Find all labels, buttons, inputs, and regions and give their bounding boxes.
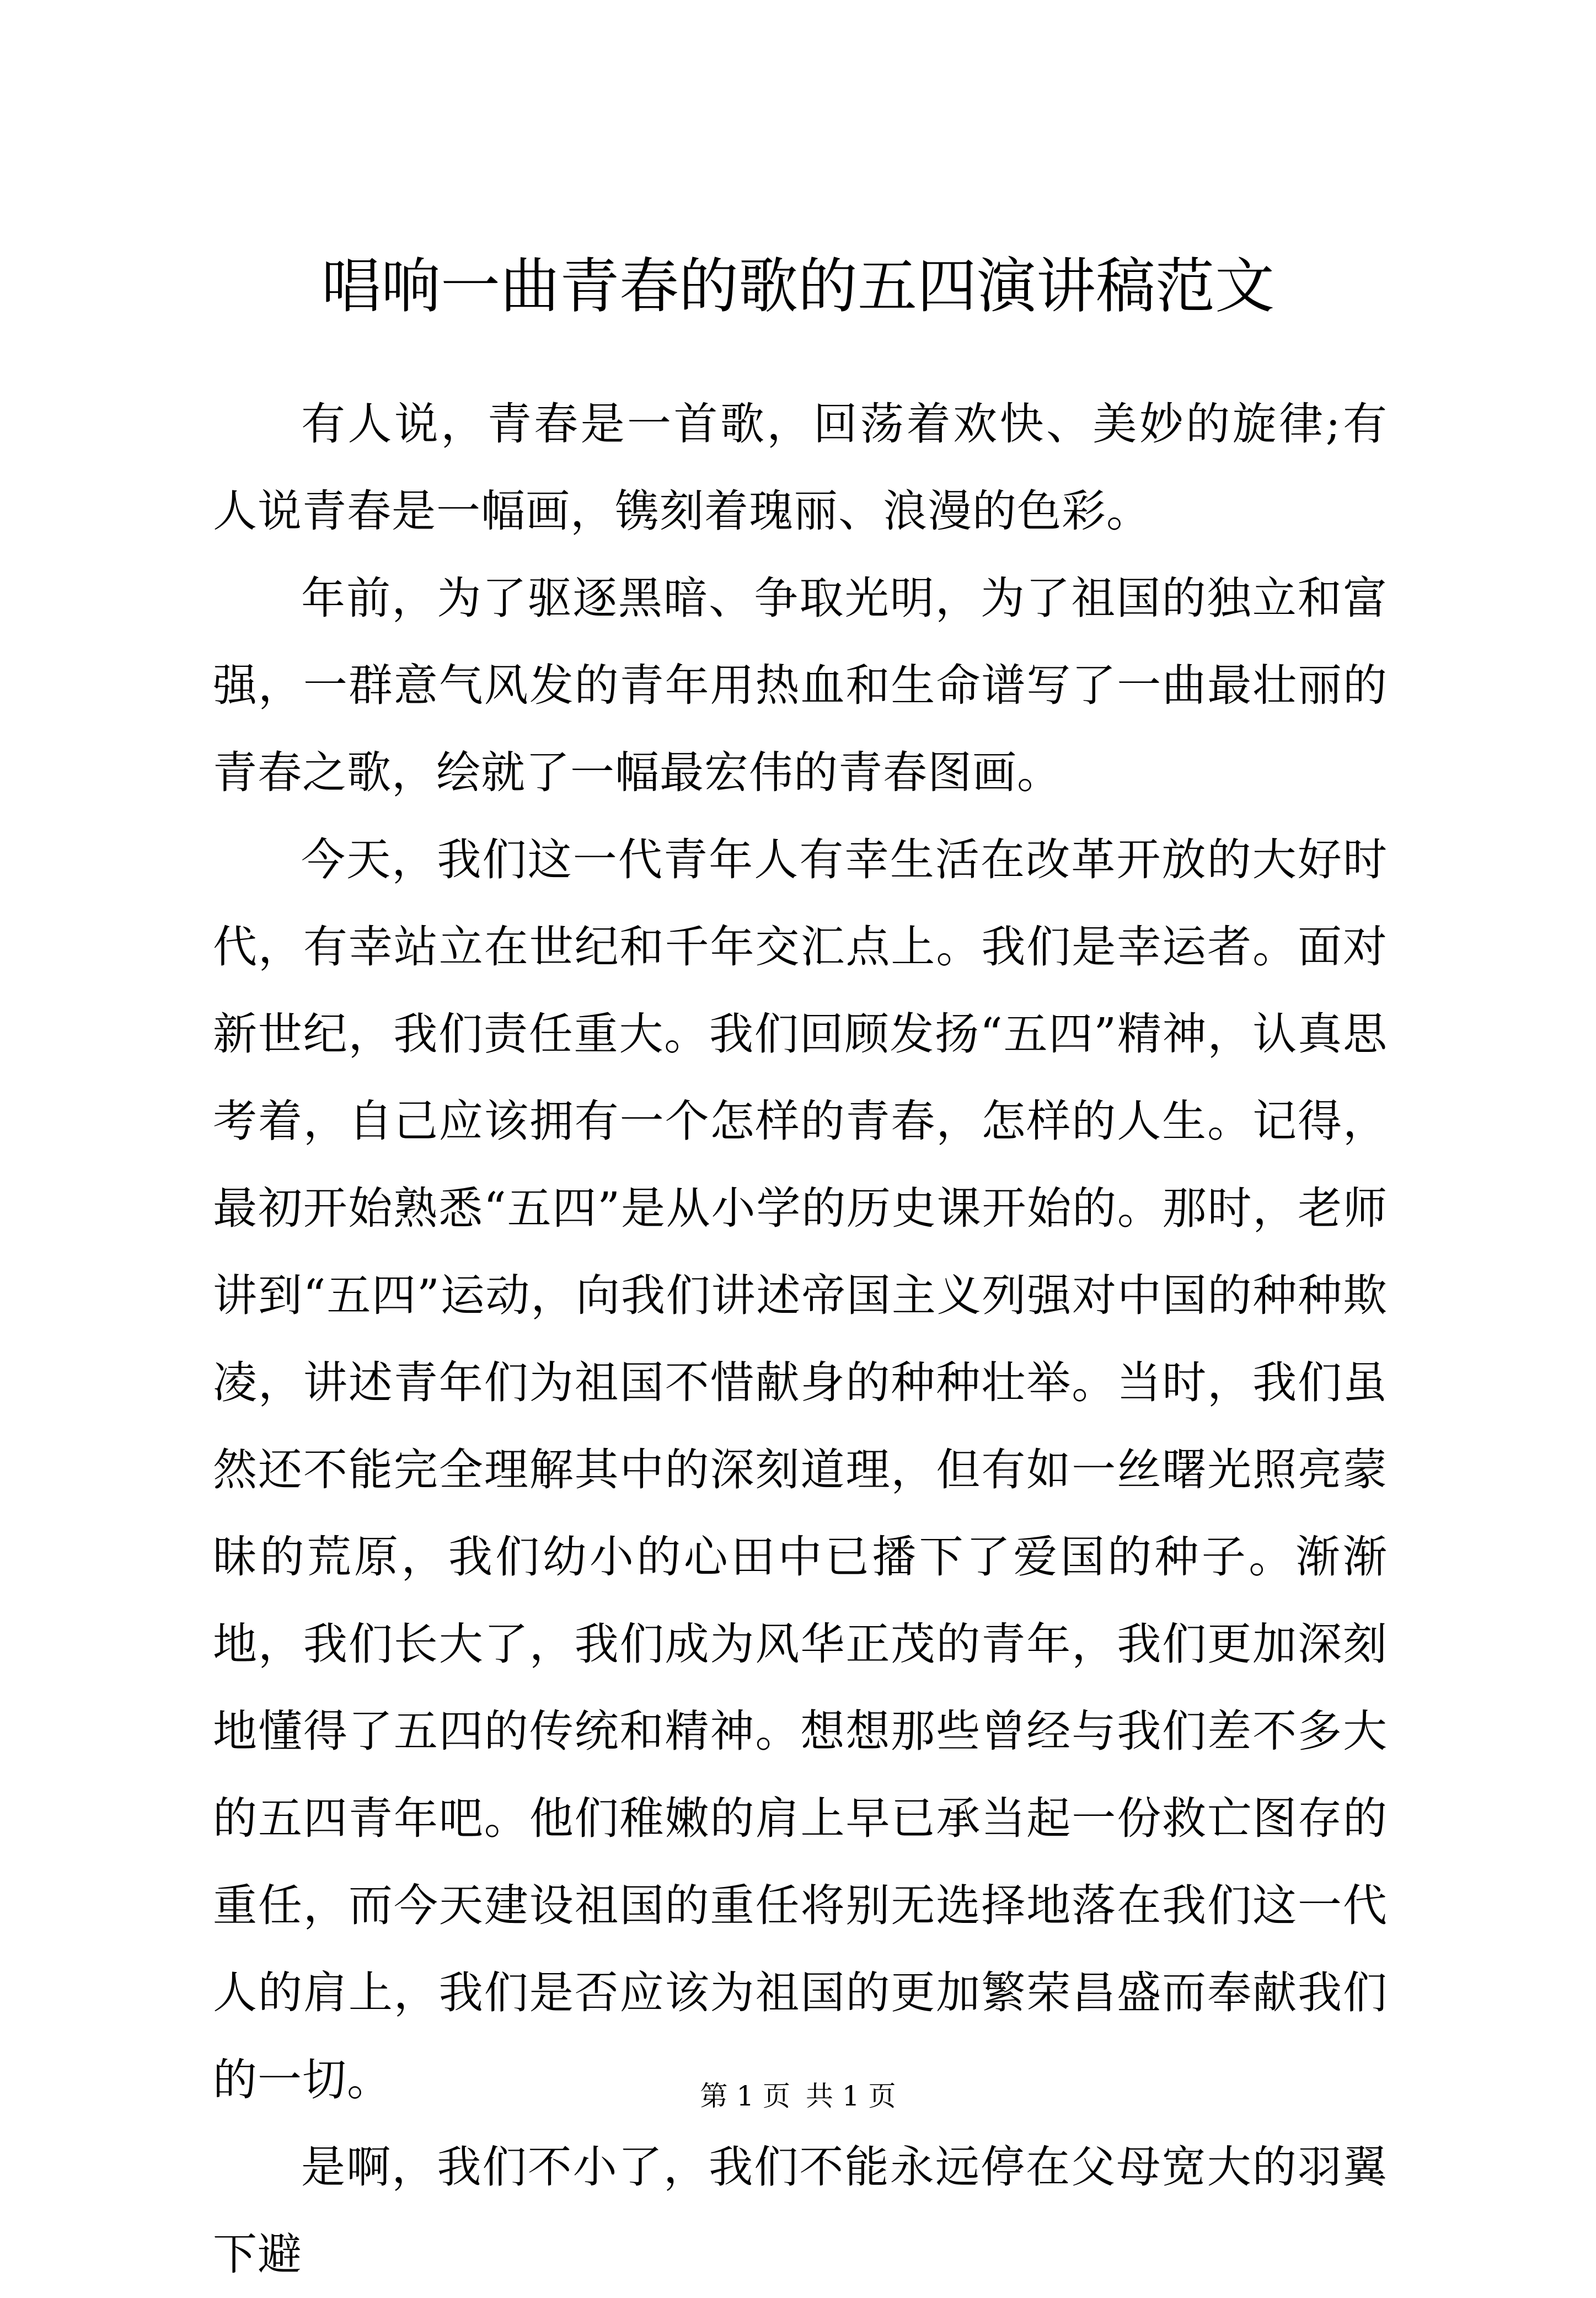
page-number: 第 1 页 xyxy=(700,2080,791,2112)
paragraph-2: 年前，为了驱逐黑暗、争取光明，为了祖国的独立和富强，一群意气风发的青年用热血和生命谱写了一曲最壮丽的青春之歌，绘就了一幅最宏伟的青春图画。 xyxy=(213,573,1388,798)
paragraph-1: 有人说，青春是一首歌，回荡着欢快、美妙的旋律;有人说青春是一幅画，镌刻着瑰丽、浪漫的色彩。 xyxy=(213,398,1388,537)
page-total: 共 1 页 xyxy=(805,2080,896,2112)
paragraph-4: 是啊，我们不小了，我们不能永远停在父母宽大的羽翼下避 xyxy=(213,2141,1388,2280)
paragraph-3: 今天，我们这一代青年人有幸生活在改革开放的大好时代，有幸站立在世纪和千年交汇点上。我们是幸运者。面对新世纪，我们责任重大。我们回顾发扬“五四”精神，认真思考着，自己应该拥有一个怎样的青春，怎样的人生。记得，最初开始熟悉“五四”是从小学的历史课开始的。那时，老师讲到“五四”运动，向我们讲述帝国主义列强对中国的种种欺凌，讲述青年们为祖国不惜献身的种种壮举。当时，我们虽然还不能完全理解其中的深刻道理，但有如一丝曙光照亮蒙昧的荒原，我们幼小的心田中已播下了爱国的种子。渐渐地，我们长大了，我们成为风华正茂的青年，我们更加深刻地懂得了五四的传统和精神。想想那些曾经与我们差不多大的五四青年吧。他们稚嫩的肩上早已承当起一份救亡图存的重任，而今天建设祖国的重任将别无选择地落在我们这一代人的肩上，我们是否应该为祖国的更加繁荣昌盛而奉献我们的一切。 xyxy=(213,834,1388,2105)
document-body xyxy=(213,381,1388,2298)
document-title: 唱响一曲青春的歌的五四演讲稿范文 xyxy=(321,252,1274,321)
page-footer xyxy=(0,2080,1596,2113)
